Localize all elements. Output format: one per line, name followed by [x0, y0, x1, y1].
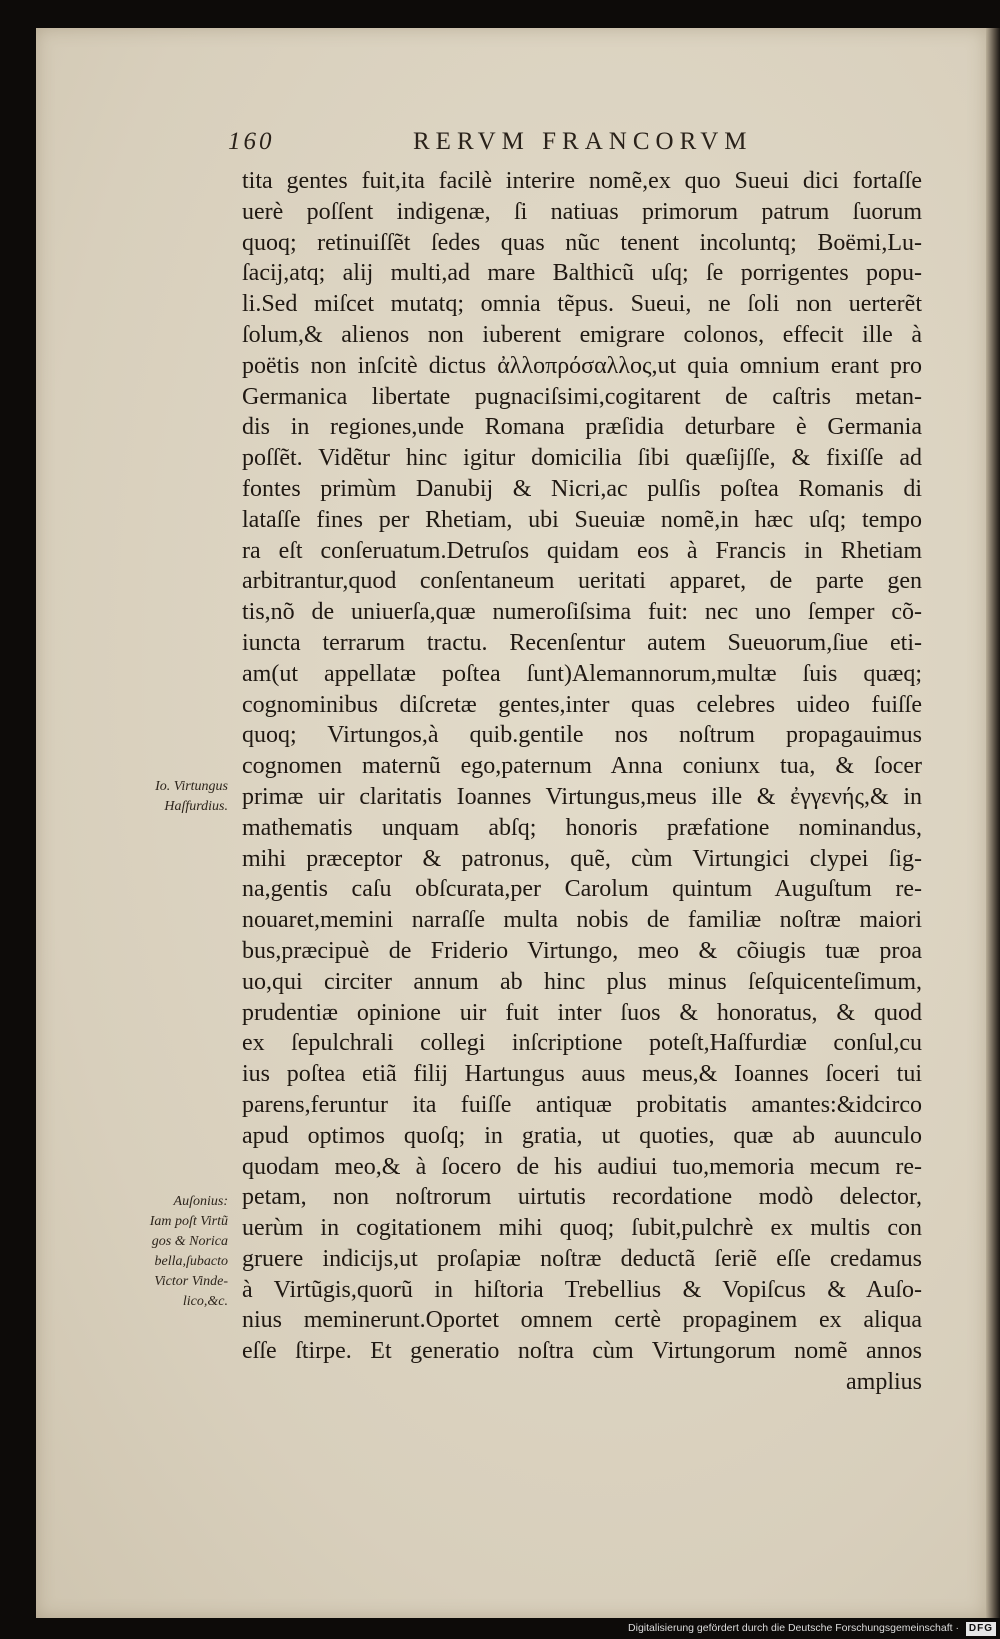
text-line: am(ut appellatæ poſtea ſunt)Alemannorum,multæ ſuis quæq;: [242, 660, 922, 687]
text-line: ex ſepulchrali collegi inſcriptione poteſt,Haſfurdiæ conſul,cu: [242, 1030, 922, 1057]
page-edge: [986, 28, 1000, 1618]
text-line: arbitrantur,quod conſentaneum ueritati apparet, de parte gen: [242, 568, 922, 595]
text-line: bus,præcipuè de Friderio Virtungo, meo & cõiugis tuæ proa: [242, 937, 922, 964]
text-line: parens,feruntur ita fuiſſe antiquæ probitatis amantes:&idcirco: [242, 1091, 922, 1118]
text-line: à Virtũgis,quorũ in hiſtoria Trebellius & Vopiſcus & Auſo-: [242, 1276, 922, 1303]
text-line: quoq; Virtungos,à quib.gentile nos noſtrum propagauimus: [242, 722, 922, 749]
text-line: poëtis non inſcitè dictus ἀλλοπρόσαλλος,ut quia omnium erant pro: [242, 352, 922, 379]
digitization-footer: [596, 1620, 996, 1637]
margin-note-line: gos & Norica: [151, 1234, 228, 1249]
text-line: quodam meo,& à ſocero de his audiui tuo,memoria mecum re-: [242, 1153, 922, 1180]
footer-text: Digitalisierung gefördert durch die Deutsche Forschungsgemeinschaft ·: [628, 1622, 959, 1634]
text-line: lataſſe fines per Rhetiam, ubi Sueuiæ nomẽ,in hæc uſq; tempo: [242, 506, 922, 533]
text-line: li.Sed miſcet mutatq; omnia tẽpus. Sueui, ne ſoli non uerterẽt: [242, 291, 922, 318]
text-line: prudentiæ opinione uir fuit inter ſuos & honoratus, & quod: [242, 999, 922, 1026]
text-line: na,gentis caſu obſcurata,per Carolum quintum Auguſtum re-: [242, 876, 922, 903]
margin-note-line: Haſfurdius.: [164, 799, 228, 814]
margin-note-line: bella,ſubacto: [154, 1254, 228, 1269]
text-line: uo,qui circiter annum ab hinc plus minus ſeſquicenteſimum,: [242, 968, 922, 995]
text-line: dis in regiones,unde Romana præſidia deturbare è Germania: [242, 414, 922, 441]
text-line: eſſe ſtirpe. Et generatio noſtra cùm Virtungorum nomẽ annos: [242, 1338, 922, 1365]
margin-note-line: Io. Virtungus: [155, 779, 228, 794]
text-line: nouaret,memini narraſſe multa nobis de familiæ noſtræ maiori: [242, 907, 922, 934]
text-line: iuncta terrarum tractu. Recenſentur autem Sueuorum,ſiue eti-: [242, 629, 922, 656]
text-line: primæ uir claritatis Ioannes Virtungus,meus ille & ἐγγενής,& in: [242, 783, 922, 810]
margin-note-line: lico,&c.: [182, 1294, 228, 1309]
text-line: ſolum,& alienos non iuberent emigrare colonos, effecit ille à: [242, 321, 922, 348]
page-number: 160: [228, 128, 275, 155]
text-line: ſacij,atq; alij multi,ad mare Balthicũ uſq; ſe porrigentes popu-: [242, 260, 922, 287]
margin-note-virtungus: [118, 777, 228, 817]
text-line: poſſẽt. Vidẽtur hinc igitur domicilia ſibi quæſijſſe, & fixiſſe ad: [242, 445, 922, 472]
text-line: cognominibus diſcretæ gentes,inter quas celebres uideo fuiſſe: [242, 691, 922, 718]
text-line: quoq; retinuiſſẽt ſedes quas nũc tenent incoluntq; Boëmi,Lu-: [242, 229, 922, 256]
margin-note-ausonius: [118, 1192, 228, 1312]
text-line: cognomen maternũ ego,paternum Anna coniunx tua, & ſocer: [242, 753, 922, 780]
text-line: ius poſtea etiã filij Hartungus auus meus,& Ioannes ſoceri tui: [242, 1061, 922, 1088]
text-line: nius meminerunt.Oportet omnem certè propaginem ex aliqua: [242, 1307, 922, 1334]
body-text: [242, 166, 922, 1398]
text-line: ra eſt conſeruatum.Detruſos quidam eos à Francis in Rhetiam: [242, 537, 922, 564]
text-line: fontes primùm Danubij & Nicri,ac pulſis poſtea Romanis di: [242, 475, 922, 502]
text-line: gruere indicijs,ut proſapiæ noſtræ deductã ſeriẽ eſſe credamus: [242, 1245, 922, 1272]
margin-note-line: Victor Vinde-: [154, 1274, 228, 1289]
margin-note-line: Auſonius:: [173, 1194, 228, 1209]
margin-note-line: Iam poſt Virtũ: [149, 1214, 228, 1229]
text-line: mathematis unquam abſq; honoris præfatione nominandus,: [242, 814, 922, 841]
running-head: [228, 128, 928, 164]
dfg-logo-icon: DFG: [966, 1622, 996, 1636]
text-line: Germanica libertate pugnaciſsimi,cogitarent de caſtris metan-: [242, 383, 922, 410]
text-line: uerùm in cogitationem mihi quoq; ſubit,pulchrè ex multis con: [242, 1215, 922, 1242]
text-line: petam, non noſtrorum uirtutis recordatione modò delector,: [242, 1184, 922, 1211]
catchword: amplius: [846, 1369, 922, 1396]
text-line: mihi præceptor & patronus, quẽ, cùm Virtungici clypei ſig-: [242, 845, 922, 872]
running-title: RERVM FRANCORVM: [413, 128, 753, 155]
text-line: tita gentes fuit,ita facilè interire nomẽ,ex quo Sueui dici fortaſſe: [242, 168, 922, 194]
text-line: uerè poſſent indigenæ, ſi natiuas primorum patrum ſuorum: [242, 198, 922, 225]
text-line: apud optimos quoſq; in gratia, ut quoties, quæ ab auunculo: [242, 1122, 922, 1149]
text-line: tis,nõ de uniuerſa,quæ numeroſiſsima fuit: nec uno ſemper cõ-: [242, 599, 922, 626]
